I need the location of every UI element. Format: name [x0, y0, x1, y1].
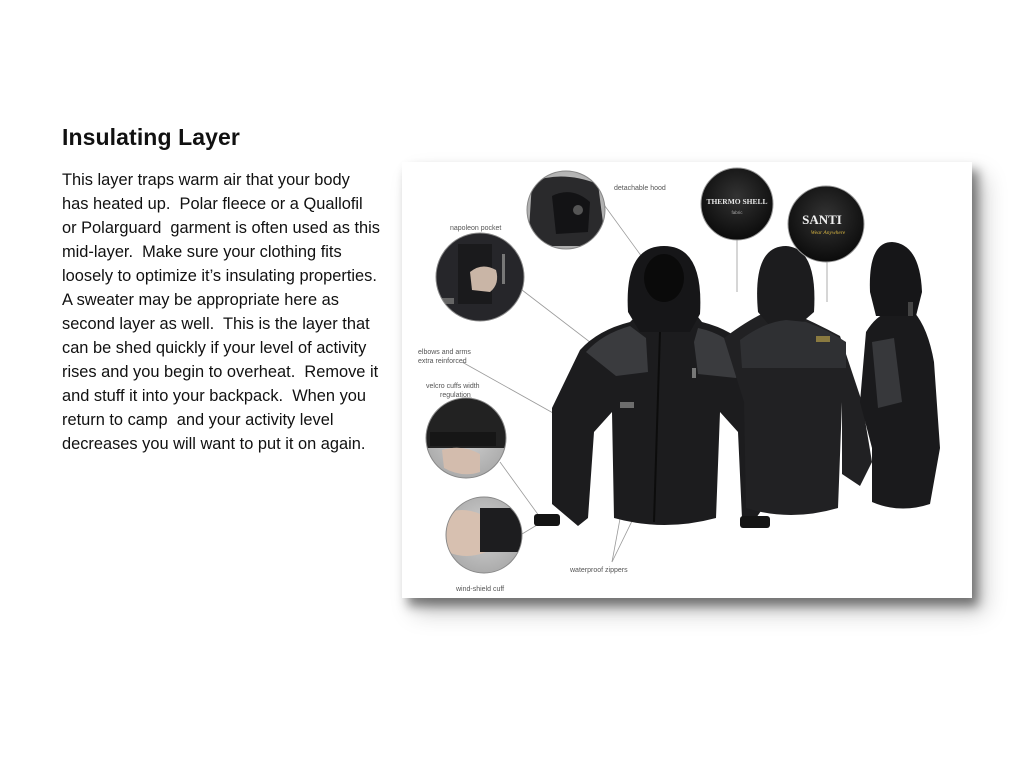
detail-hood-disc: [527, 171, 606, 249]
jacket-feature-image: [402, 162, 972, 598]
thermo-shell-subtext: fabric: [731, 210, 743, 215]
jacket-back: [724, 246, 872, 515]
jacket-illustration: [402, 162, 972, 598]
santi-badge: [788, 186, 864, 262]
callout-velcro-1: velcro cuffs width: [426, 383, 480, 390]
detail-pocket-disc: [436, 232, 524, 322]
thermo-shell-badge: [701, 168, 773, 240]
slide-title: Insulating Layer: [62, 124, 240, 150]
slide-body: [62, 168, 390, 456]
callout-zippers: waterproof zippers: [570, 567, 628, 574]
callout-elbows-1: elbows and arms: [418, 349, 471, 356]
detail-velcro-cuff-disc: [426, 398, 506, 478]
callout-pocket: napoleon pocket: [450, 225, 502, 232]
callout-velcro-2: regulation: [440, 392, 471, 399]
callout-elbows-2: extra reinforced: [418, 358, 467, 365]
callout-hood: detachable hood: [614, 185, 666, 192]
santi-tagline: Wear Anywhere: [810, 230, 846, 236]
detail-wind-cuff-disc: [444, 497, 524, 573]
callout-wind-cuff: wind-shield cuff: [456, 586, 505, 593]
jacket-side: [860, 242, 940, 509]
thermo-shell-text: THERMO SHELL: [706, 197, 768, 206]
jacket-front: [534, 246, 774, 528]
body-paragraph: This layer traps warm air that your body has heated up. Polar fleece or a Quallofil or Polarguard garment is often used as this mid-layer. Make sure your clothing fits loosely to optimize it’s insulating properties. A sweater may be appropriate here as second layer as well. This is the layer that can be shed quickly if your level of activity rises and you begin to overheat. Remove it and stuff it into your backpack. When you return to camp and your activity level decreases you will want to put it on again.: [62, 171, 390, 453]
santi-logo-text: SANTI: [802, 212, 842, 227]
